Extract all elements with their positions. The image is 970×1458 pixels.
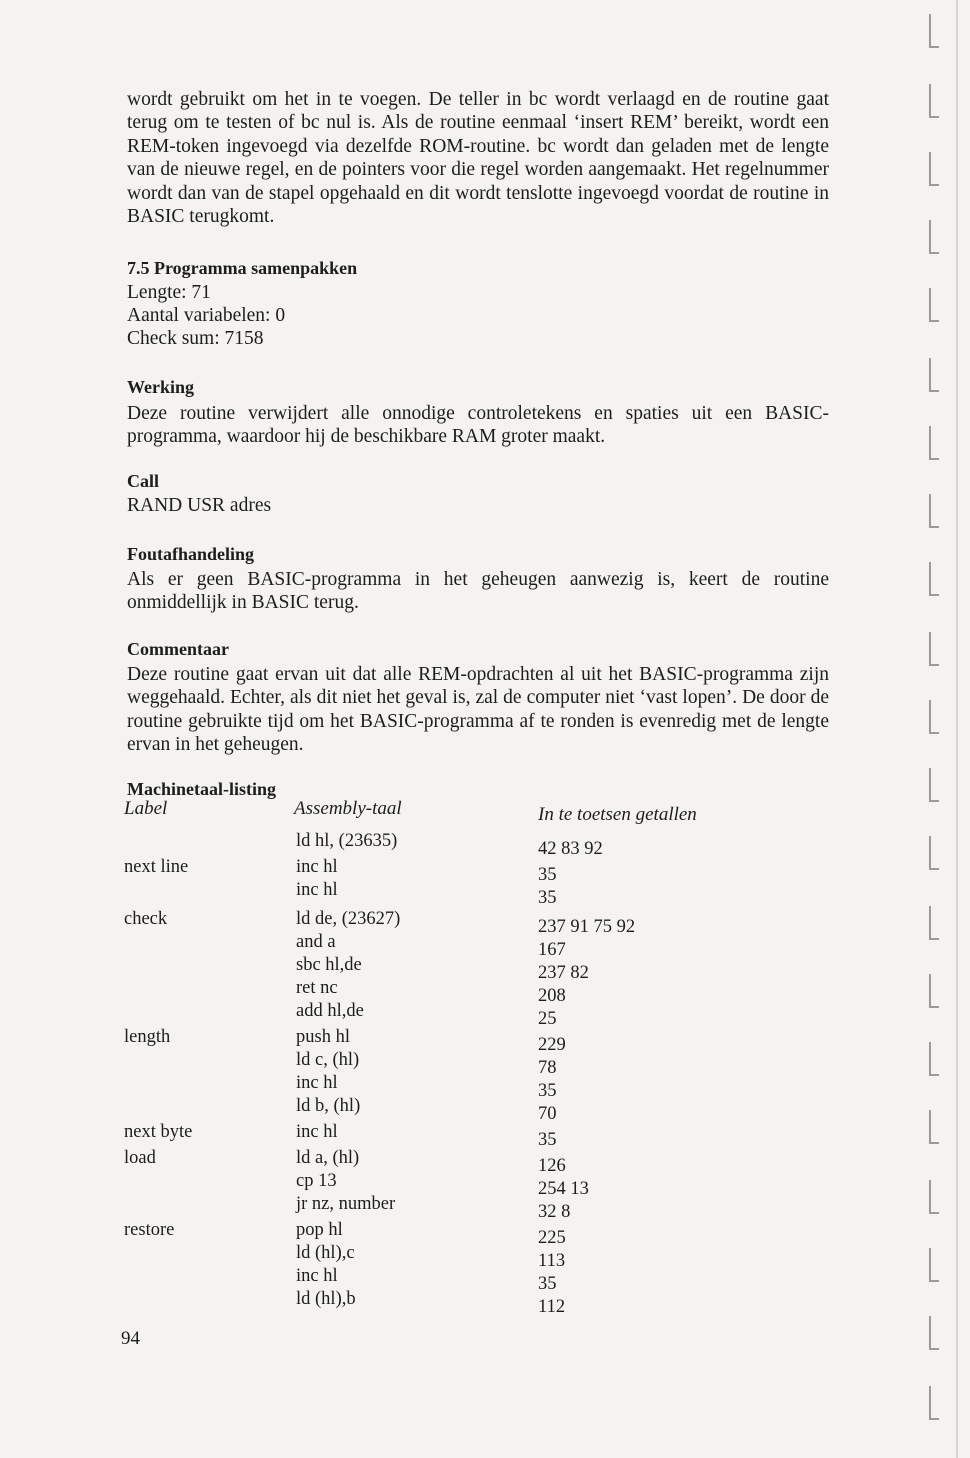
listing-num-cell: 35 <box>538 1081 557 1101</box>
listing-num-cell: 35 <box>538 865 557 885</box>
call-heading: Call <box>127 471 160 491</box>
listing-asm-cell: inc hl <box>296 880 338 900</box>
binding-mark <box>929 562 939 596</box>
page-number: 94 <box>121 1328 140 1349</box>
listing-num-cell: 32 8 <box>538 1202 571 1222</box>
table-row <box>124 1219 844 1248</box>
binding-mark <box>929 768 939 802</box>
binding-mark <box>929 14 939 48</box>
listing-asm-cell: inc hl <box>296 1122 338 1142</box>
binding-mark <box>929 974 939 1008</box>
checksum-line: Check sum: 7158 <box>127 328 264 349</box>
listing-num-cell: 70 <box>538 1104 557 1124</box>
binding-mark <box>929 1386 939 1420</box>
table-row <box>124 1288 844 1317</box>
table-row <box>124 931 844 960</box>
table-row <box>124 1026 844 1055</box>
listing-num-cell: 25 <box>538 1009 557 1029</box>
listing-num-cell: 254 13 <box>538 1179 589 1199</box>
table-row <box>124 908 844 937</box>
listing-label-cell: length <box>124 1027 171 1047</box>
listing-label-cell: load <box>124 1148 156 1168</box>
listing-num-cell: 237 82 <box>538 963 589 983</box>
binding-mark <box>929 220 939 254</box>
listing-asm-cell: ld c, (hl) <box>296 1050 360 1070</box>
listing-asm-cell: ld (hl),b <box>296 1289 356 1309</box>
binding-mark <box>929 1316 939 1350</box>
listing-asm-cell: and a <box>296 932 336 952</box>
listing-num-cell: 167 <box>538 940 566 960</box>
binding-mark <box>929 84 939 118</box>
binding-mark <box>929 152 939 186</box>
werking-heading: Werking <box>127 377 195 397</box>
listing-asm-cell: ld (hl),c <box>296 1243 355 1263</box>
binding-mark <box>929 632 939 666</box>
table-row <box>124 1121 844 1150</box>
listing-num-cell: 112 <box>538 1297 566 1317</box>
listing-num-cell: 35 <box>538 1274 557 1294</box>
listing-asm-cell: pop hl <box>296 1220 343 1240</box>
listing-num-cell: 113 <box>538 1251 566 1271</box>
foutafhandeling-text: Als er geen BASIC-programma in het geheugen aanwezig is, keert de routine onmiddellijk in BASIC terug. <box>127 569 829 614</box>
binding-mark <box>929 1110 939 1144</box>
listing-num-cell: 225 <box>538 1228 566 1248</box>
listing-heading: Machinetaal-listing <box>127 779 276 799</box>
listing-label-cell: next line <box>124 857 189 877</box>
table-row <box>124 1265 844 1294</box>
listing-asm-cell: ld a, (hl) <box>296 1148 360 1168</box>
listing-num-cell: 126 <box>538 1156 566 1176</box>
commentaar-heading: Commentaar <box>127 639 229 659</box>
listing-label-cell: next byte <box>124 1122 193 1142</box>
table-row <box>124 879 844 908</box>
werking-text: Deze routine verwijdert alle onnodige controletekens en spaties uit een BASIC-programma, waardoor hij de beschikbare RAM groter maakt. <box>127 403 829 448</box>
length-line: Lengte: 71 <box>127 282 211 303</box>
table-row <box>124 1049 844 1078</box>
table-row <box>124 830 844 859</box>
listing-asm-cell: push hl <box>296 1027 350 1047</box>
binding-mark <box>929 426 939 460</box>
page-edge <box>956 0 958 1458</box>
listing-asm-cell: ret nc <box>296 978 338 998</box>
listing-asm-cell: ld de, (23627) <box>296 909 401 929</box>
listing-label-cell: check <box>124 909 168 929</box>
table-row <box>124 977 844 1006</box>
table-row <box>124 954 844 983</box>
listing-num-cell: 229 <box>538 1035 566 1055</box>
intro-paragraph: wordt gebruikt om het in te voegen. De teller in bc wordt verlaagd en de routine gaat terug om te testen of bc nul is. Als de routine eenmaal ‘insert REM’ bereikt, wordt een REM-token ingevoegd via dezelfde ROM-routine. bc wordt dan geladen met de lengte van de nieuwe regel, en de pointers voor die regel worden aangemaakt. Het regelnummer wordt dan van de stapel opgehaald en dit wordt tenslotte ingevoegd voordat de routine in BASIC terugkomt. <box>127 89 829 228</box>
binding-mark <box>929 288 939 322</box>
section-title: 7.5 Programma samenpakken <box>127 258 358 278</box>
binding-mark <box>929 700 939 734</box>
listing-asm-cell: cp 13 <box>296 1171 337 1191</box>
table-row <box>124 1000 844 1029</box>
listing-asm-cell: sbc hl,de <box>296 955 362 975</box>
listing-asm-cell: inc hl <box>296 857 338 877</box>
listing-num-cell: 35 <box>538 888 557 908</box>
listing-label-cell: restore <box>124 1220 175 1240</box>
variables-line: Aantal variabelen: 0 <box>127 305 286 326</box>
binding-mark <box>929 1248 939 1282</box>
col-label-header: Label <box>124 798 168 819</box>
listing-asm-cell: inc hl <box>296 1266 338 1286</box>
table-row <box>124 856 844 885</box>
listing-asm-cell: inc hl <box>296 1073 338 1093</box>
foutafhandeling-heading: Foutafhandeling <box>127 544 255 564</box>
table-row <box>124 1147 844 1176</box>
col-num-header: In te toetsen getallen <box>538 804 697 825</box>
table-row <box>124 1095 844 1124</box>
binding-mark <box>929 1180 939 1214</box>
listing-num-cell: 42 83 92 <box>538 839 603 859</box>
binding-mark <box>929 1042 939 1076</box>
listing-num-cell: 78 <box>538 1058 557 1078</box>
binding-mark <box>929 906 939 940</box>
listing-num-cell: 208 <box>538 986 566 1006</box>
table-row <box>124 1170 844 1199</box>
col-asm-header: Assembly-taal <box>294 798 402 819</box>
listing-asm-cell: ld hl, (23635) <box>296 831 398 851</box>
binding-mark <box>929 836 939 870</box>
listing-asm-cell: jr nz, number <box>296 1194 396 1214</box>
table-row <box>124 1072 844 1101</box>
table-row <box>124 1193 844 1222</box>
binding-mark <box>929 494 939 528</box>
listing-num-cell: 237 91 75 92 <box>538 917 636 937</box>
commentaar-text: Deze routine gaat ervan uit dat alle REM-opdrachten al uit het BASIC-programma zijn weggehaald. Echter, als dit niet het geval is, zal de computer niet ‘vast lopen’. De door de routine gebruikte tijd om het BASIC-programma af te ronden is evenredig met de lengte ervan in het geheugen. <box>127 664 829 756</box>
listing-asm-cell: ld b, (hl) <box>296 1096 361 1116</box>
listing-asm-cell: add hl,de <box>296 1001 364 1021</box>
listing-num-cell: 35 <box>538 1130 557 1150</box>
binding-mark <box>929 358 939 392</box>
table-row <box>124 1242 844 1271</box>
call-text: RAND USR adres <box>127 495 272 516</box>
